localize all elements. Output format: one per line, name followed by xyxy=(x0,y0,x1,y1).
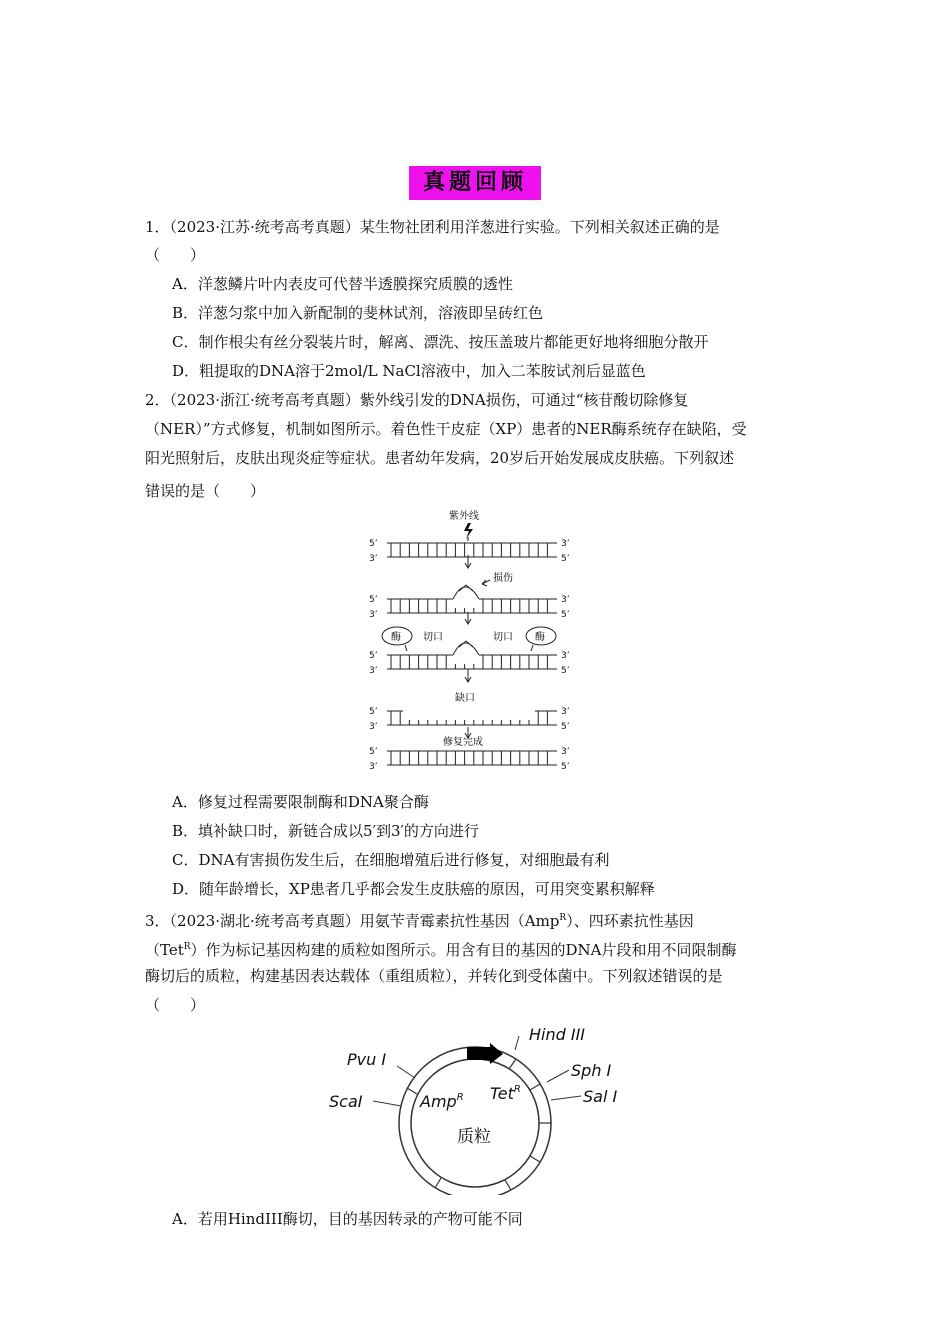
strand-end-5-top: 5’ xyxy=(369,595,378,605)
strand-end-3-bottom: 3’ xyxy=(369,666,378,676)
uv-label: 紫外线 xyxy=(449,511,479,522)
q2-option-d: D．随年龄增长，XP患者几乎都会发生皮肤癌的原因，可用突变累积解释 xyxy=(172,880,655,898)
strand-end-3-bottom: 3’ xyxy=(369,722,378,732)
strand-end-3-top: 3’ xyxy=(561,651,570,661)
q3-stem-2: （Tet$^R$）作为标记基因构建的质粒如图所示。用含有目的基因的DNA片段和用不同限制酶 xyxy=(145,941,737,959)
damage-label: 损伤 xyxy=(493,573,513,584)
q3-stem-1: 3．（2023·湖北·统考高考真题）用氨苄青霉素抗性基因（Amp$^R$）、四环素抗性基因 xyxy=(145,912,694,930)
strand-end-3-top: 3’ xyxy=(561,707,570,717)
damage-bump xyxy=(453,587,479,599)
strand-end-5-top: 5’ xyxy=(369,747,378,757)
uv-bolt-icon xyxy=(464,523,473,539)
strand-end-3-bottom: 3’ xyxy=(369,762,378,772)
enzyme-label-left: 酶 xyxy=(391,632,401,643)
q1-stem: 1．（2023·江苏·统考高考真题）某生物社团利用洋葱进行实验。下列相关叙述正确的是 xyxy=(145,218,720,236)
q2-stem-2: （NER）”方式修复，机制如图所示。着色性干皮症（XP）患者的NER酶系统存在缺陷，受 xyxy=(145,420,747,438)
plasmid-outer-ring xyxy=(399,1047,551,1195)
q1-stem-bracket: （ ） xyxy=(145,246,206,264)
plasmid-inner-ring xyxy=(411,1059,539,1187)
amp-label: Amp$^R$ xyxy=(420,1092,464,1111)
strand-end-3-bottom: 3’ xyxy=(369,610,378,620)
strand-end-5-bottom: 5’ xyxy=(561,762,570,772)
strand-end-5-bottom: 5’ xyxy=(561,666,570,676)
strand-end-5-top: 5’ xyxy=(369,651,378,661)
q2-option-c: C．DNA有害损伤发生后，在细胞增殖后进行修复，对细胞最有利 xyxy=(172,851,610,869)
q2-stem-3: 阳光照射后，皮肤出现炎症等症状。患者幼年发病，20岁后开始发展成皮肤癌。下列叙述 xyxy=(145,449,735,467)
q2-stem-4: 错误的是（ ） xyxy=(145,482,266,500)
sca-label: ScaI xyxy=(329,1092,363,1111)
gap-label: 缺口 xyxy=(455,693,475,704)
q1-option-a: A．洋葱鳞片叶内表皮可代替半透膜探究质膜的透性 xyxy=(172,275,513,293)
section-title: 真题回顾 xyxy=(409,166,541,200)
strand-end-5-top: 5’ xyxy=(369,539,378,549)
strand-end-5-bottom: 5’ xyxy=(561,722,570,732)
done-label: 修复完成 xyxy=(443,737,483,748)
tet-label: Tet$^R$ xyxy=(490,1084,521,1103)
strand-end-5-bottom: 5’ xyxy=(561,554,570,564)
plasmid-center-label: 质粒 xyxy=(457,1127,491,1147)
q3-stem-3: 酶切后的质粒，构建基因表达载体（重组质粒），并转化到受体菌中。下列叙述错误的是 xyxy=(145,967,723,985)
excision-bump xyxy=(453,643,479,655)
q1-option-d: D．粗提取的DNA溶于2mol/L NaCl溶液中，加入二苯胺试剂后显蓝色 xyxy=(172,362,646,380)
promoter-arrow-icon xyxy=(467,1043,503,1064)
strand-end-3-top: 3’ xyxy=(561,539,570,549)
q2-option-b: B．填补缺口时，新链合成以5′到3′的方向进行 xyxy=(172,822,479,840)
q2-stem-1: 2．（2023·浙江·统考高考真题）紫外线引发的DNA损伤，可通过“核苷酸切除修复 xyxy=(145,391,689,409)
q1-option-b: B．洋葱匀浆中加入新配制的斐林试剂，溶液即呈砖红色 xyxy=(172,304,544,322)
sal-label: Sal I xyxy=(583,1087,618,1106)
q2-option-a: A．修复过程需要限制酶和DNA聚合酶 xyxy=(172,793,429,811)
strand-end-3-top: 3’ xyxy=(561,747,570,757)
pvu-label: Pvu I xyxy=(347,1050,387,1069)
q3-option-a: A．若用HindIII酶切，目的基因转录的产物可能不同 xyxy=(172,1210,523,1228)
strand-end-3-top: 3’ xyxy=(561,595,570,605)
dna-repair-figure xyxy=(365,505,580,777)
cut-label-right: 切口 xyxy=(493,632,513,643)
q1-option-c: C．制作根尖有丝分裂装片时，解离、漂洗、按压盖玻片都能更好地将细胞分散开 xyxy=(172,333,709,351)
strand-end-5-top: 5’ xyxy=(369,707,378,717)
strand-end-3-bottom: 3’ xyxy=(369,554,378,564)
cut-label-left: 切口 xyxy=(423,632,443,643)
enzyme-label-right: 酶 xyxy=(535,632,545,643)
plasmid-figure xyxy=(325,1020,625,1195)
strand-end-5-bottom: 5’ xyxy=(561,610,570,620)
sph-label: Sph I xyxy=(571,1061,612,1080)
q3-stem-4: （ ） xyxy=(145,996,206,1014)
hind-label: Hind III xyxy=(529,1025,586,1044)
